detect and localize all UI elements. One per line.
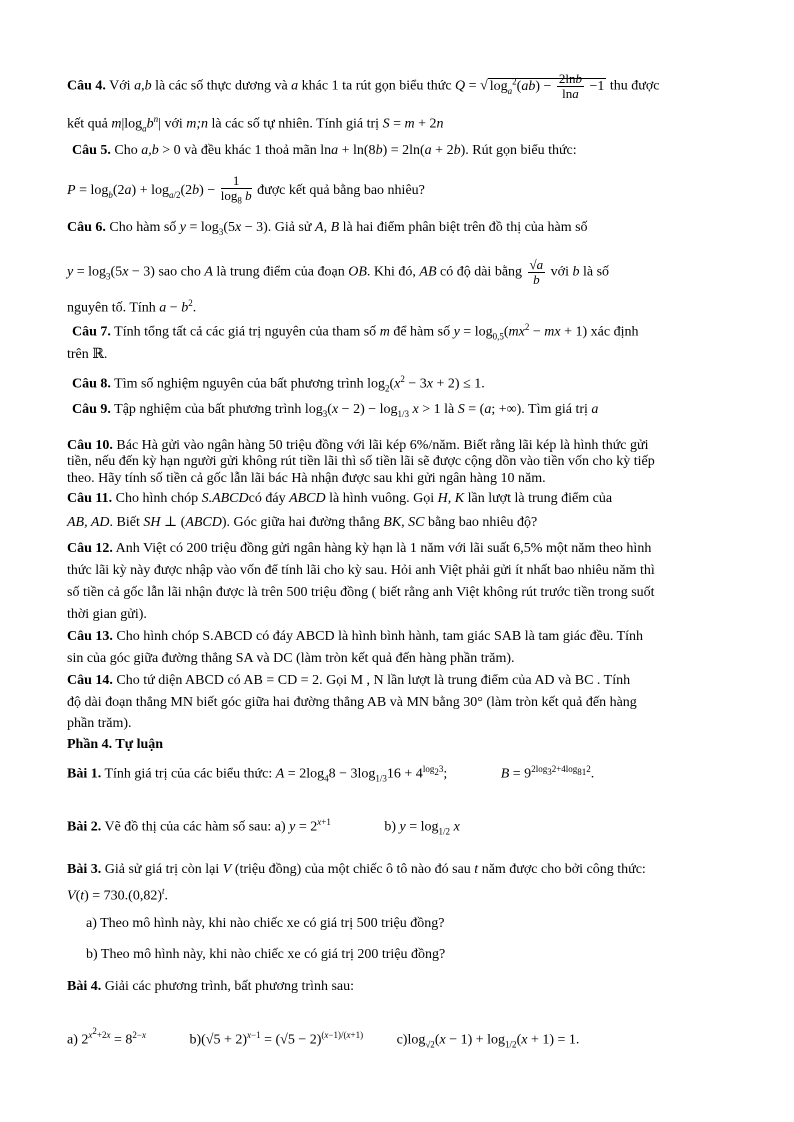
q4-line1: Câu 4. Với a,b là các số thực dương và a khác 1 ta rút gọn biểu thức Q = √ $\log_a^2(ab)$ − $\frac{2\ln b}{\ln a}$ −1 thu được bbox=[67, 71, 660, 101]
q12-label: Câu 12. bbox=[67, 541, 113, 556]
q4-line2: kết quả $m|\log_ab^n|$ với m;n là các số tự nhiên. Tính giá trị S = m + 2n bbox=[67, 114, 444, 134]
q14-line3: phần trăm). bbox=[67, 716, 132, 731]
b3-formula: $V(t) = 730.(0,82)^t$. bbox=[67, 886, 169, 904]
q4-label: Câu 4. bbox=[67, 78, 106, 94]
b4-label: Bài 4. bbox=[67, 979, 102, 994]
part4-heading: Phần 4. Tự luận bbox=[67, 737, 164, 752]
q10-line3: theo. Hãy tính số tiền cả gốc lẫn lãi bác Hà nhận được sau khi gửi ngân hàng 10 năm. bbox=[67, 471, 546, 486]
q6-label: Câu 6. bbox=[67, 220, 106, 235]
b3-line1: Bài 3. Giả sử giá trị còn lại V (triệu đồng) của một chiếc ô tô nào đó sau t năm được cho bởi công thức: bbox=[67, 862, 646, 877]
q12-line3: số tiền cả gốc lẫn lãi nhận được là trên 500 triệu đồng ( biết rằng anh Việt không rút trước tiền trong suốt bbox=[67, 585, 655, 600]
b3-part-b: b) Theo mô hình này, khi nào chiếc xe có giá trị 200 triệu đồng? bbox=[86, 947, 446, 962]
q14-line2: độ dài đoạn thẳng MN biết góc giữa hai đường thẳng AB và MN bằng 30° (làm tròn kết quả đến hàng bbox=[67, 695, 637, 710]
q12-line1: Câu 12. Anh Việt có 200 triệu đồng gửi ngân hàng kỳ hạn là 1 năm với lãi suất 6,5% một năm theo hình bbox=[67, 541, 652, 556]
q14-line1: Câu 14. Cho tứ diện ABCD có AB = CD = 2. Gọi M , N lần lượt là trung điểm của AD và BC . Tính bbox=[67, 673, 631, 688]
q6-line3: nguyên tố. Tính $a - b^2$. bbox=[67, 298, 197, 316]
q6-line1: Câu 6. Cho hàm số $y = \log_3(5x - 3)$. Giả sử A, B là hai điểm phân biệt trên đồ thị của hàm số bbox=[67, 220, 588, 237]
q10-label: Câu 10. bbox=[67, 438, 113, 453]
b4-equations: a) $2^{x^2+2x} = 8^{2-x}$ $b)(√5 + 2)^{x-1} = (√5 - 2)^{(x-1)/(x+1)}$ $c)\log_{√2}(x - 1) + \log_{1/2}(x + 1) = 1$. bbox=[67, 1026, 580, 1050]
q13-label: Câu 13. bbox=[67, 629, 113, 644]
q8-label: Câu 8. bbox=[72, 376, 111, 392]
b2-label: Bài 2. bbox=[67, 819, 102, 835]
q11-line2: AB, AD. Biết SH ⊥ (ABCD). Góc giữa hai đường thẳng BK, SC bằng bao nhiêu độ? bbox=[67, 515, 538, 530]
q10-line2: tiền, nếu đến kỳ hạn người gửi không rút tiền lãi thì số tiền lãi sẽ được cộng dồn vào tiền vốn cho kỳ tiếp bbox=[67, 454, 655, 469]
q11-line1: Câu 11. Cho hình chóp S.ABCDcó đáy ABCD là hình vuông. Gọi H, K lần lượt là trung điểm của bbox=[67, 491, 613, 506]
q12-line4: thời gian gửi). bbox=[67, 607, 147, 622]
q7-line2: trên ℝ. bbox=[67, 347, 108, 362]
q7-label: Câu 7. bbox=[72, 324, 111, 340]
q13-line1: Câu 13. Cho hình chóp S.ABCD có đáy ABCD là hình bình hành, tam giác SAB là tam giác đều. Tính bbox=[67, 629, 644, 644]
q7-line1: Câu 7. Tính tổng tất cả các giá trị nguyên của tham số m để hàm số $y = \log_{0,5}(mx^2$ − mx + 1) xác định bbox=[72, 322, 639, 342]
b4-line1: Bài 4. Giải các phương trình, bất phương trình sau: bbox=[67, 979, 354, 994]
q5-label: Câu 5. bbox=[72, 143, 111, 158]
q14-label: Câu 14. bbox=[67, 673, 113, 688]
q8-line1: Câu 8. Tìm số nghiệm nguyên của bất phương trình $\log_2(x^2 - 3x + 2) \le 1$. bbox=[72, 374, 485, 394]
b1-label: Bài 1. bbox=[67, 766, 102, 782]
q9-label: Câu 9. bbox=[72, 402, 111, 417]
b3-label: Bài 3. bbox=[67, 862, 102, 877]
q5-line1: Câu 5. Cho a,b > 0 và đều khác 1 thoả mãn lna + ln(8b) = 2ln(a + 2b). Rút gọn biểu thức: bbox=[72, 143, 577, 158]
b1-line1: Bài 1. Tính giá trị của các biểu thức: $A = 2\log_48 - 3\log_{1/3}16 + 4^{log_23}$; $B = 9^{2log_32+4log_{81}2}$. bbox=[67, 764, 595, 784]
q6-line2: $y = \log_3(5x - 3)$ sao cho A là trung điểm của đoạn OB. Khi đó, AB có độ dài bằng $\frac{√a}{b}$ với b là số bbox=[67, 257, 610, 287]
q10-line1: Câu 10. Bác Hà gửi vào ngân hàng 50 triệu đồng với lãi kép 6%/năm. Biết rằng lãi kép là hình thức gửi bbox=[67, 438, 649, 453]
q13-line2: sin của góc giữa đường thẳng SA và DC (làm tròn kết quả đến hàng phần trăm). bbox=[67, 651, 515, 666]
q5-line2: $P = \log_b(2a) + \log_{a/2}(2b)$ − $\frac{1}{\log_8 b}$ được kết quả bằng bao nhiêu? bbox=[67, 173, 425, 206]
b3-part-a: a) Theo mô hình này, khi nào chiếc xe có giá trị 500 triệu đồng? bbox=[86, 916, 445, 931]
q12-line2: thức lãi kỳ này được nhập vào vốn để tính lãi cho kỳ sau. Hỏi anh Việt phải gửi ít nhất bao nhiêu năm thì bbox=[67, 563, 655, 578]
b2-line1: Bài 2. Vẽ đồ thị của các hàm số sau: a) $y = 2^{x+1}$ b) $y = \log_{1/2} x$ bbox=[67, 817, 460, 837]
q11-label: Câu 11. bbox=[67, 491, 113, 506]
q9-line1: Câu 9. Tập nghiệm của bất phương trình $\log_3(x - 2) - \log_{1/3} x > 1$ là S = (a; +∞). Tìm giá trị a bbox=[72, 402, 599, 419]
